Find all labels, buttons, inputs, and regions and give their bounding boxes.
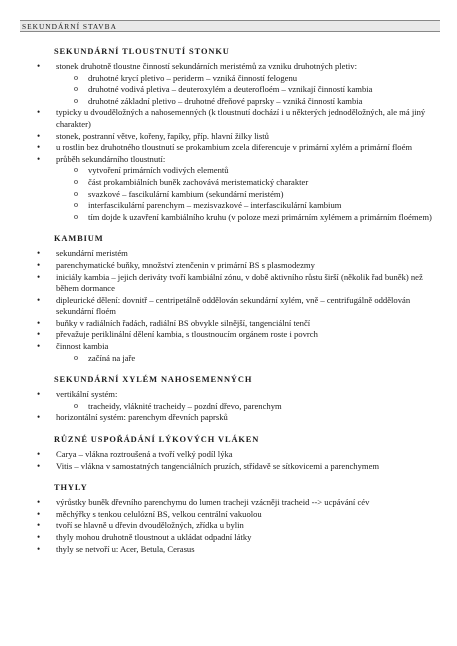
document-body <box>20 46 445 565</box>
list-item-text: stonek, postranní větve, kořeny, řapíky, příp. hlavní žilky listů <box>56 130 269 141</box>
sub-list-item: o vytvoření primárních vodivých elementů <box>56 165 445 177</box>
list-item <box>20 61 445 107</box>
section <box>20 482 445 555</box>
list-item <box>20 509 445 521</box>
list-item-text: typicky u dvouděložných a nahosemenných (k tloustnutí dochází i u některých jednoděložných, ale má jiný charakter) <box>56 107 426 129</box>
bullet-list <box>20 497 445 555</box>
section <box>20 233 445 364</box>
list-item-text: iniciály kambia – jejich deriváty tvoří kambiální zónu, v době aktivního růstu širší (několik řad buněk) než během dormance <box>56 271 423 294</box>
bullet-list <box>20 61 445 223</box>
list-item <box>20 449 445 461</box>
list-item-text: dipleurické dělení: dovnitř – centripetálně oddělován sekundární xylém, vně – centrifugálně oddělován sekundární floém <box>56 294 411 317</box>
list-item <box>20 544 445 556</box>
list-item <box>20 248 445 260</box>
sub-list-item: o tracheidy, vláknité tracheidy – pozdní dřevo, parenchym <box>56 401 445 413</box>
sub-list-item: o svazkové – fascikulární kambium (sekundární meristém) <box>56 189 445 201</box>
list-item <box>20 329 445 341</box>
sub-list-item: o druhotné vodivá pletiva – deuteroxylém a deuterofloém – vznikají činností kambia <box>56 84 445 96</box>
sub-list-item: o druhotné základní pletivo – druhotné dřeňové paprsky – vzniká činností kambia <box>56 96 445 108</box>
page-header: SEKUNDÁRNÍ STAVBA <box>20 20 440 32</box>
list-item-text: vertikální systém: <box>56 389 118 400</box>
list-item <box>20 341 445 364</box>
bullet-list <box>20 248 445 364</box>
bullet-list <box>20 449 445 472</box>
section-title: SEKUNDÁRNÍ XYLÉM NAHOSEMENNÝCH <box>54 375 253 385</box>
list-item-text: u rostlin bez druhotného tloustnutí se prokambium zcela diferencuje v primární xylém a primární floém <box>56 142 413 153</box>
list-item <box>20 142 445 154</box>
section <box>20 46 445 223</box>
list-item <box>20 461 445 473</box>
list-item-text: měchýřky s tenkou celulózní BS, velkou centrální vakuolou <box>56 508 262 519</box>
section-title: RŮZNÉ USPOŘÁDÁNÍ LÝKOVÝCH VLÁKEN <box>54 435 260 445</box>
list-item <box>20 107 445 130</box>
list-item-text: horizontální systém: parenchym dřevních paprsků <box>56 412 228 423</box>
sub-list-item: o interfascikulární parenchym – mezisvazkové – interfascikulární kambium <box>56 200 445 212</box>
section-title: KAMBIUM <box>54 234 104 244</box>
section <box>20 374 445 424</box>
sub-list <box>56 353 445 365</box>
list-item-text: převažuje periklinální dělení kambia, s tloustnoucím orgánem roste i povrch <box>56 329 318 340</box>
list-item-text: thyly se netvoří u: Acer, Betula, Cerasus <box>56 543 195 554</box>
section-title: THYLY <box>54 483 88 493</box>
section <box>20 434 445 472</box>
sub-list-item: o druhotné krycí pletivo – periderm – vzniká činností felogenu <box>56 73 445 85</box>
sub-list-item: o začíná na jaře <box>56 353 445 365</box>
list-item <box>20 295 445 318</box>
bullet-list <box>20 389 445 424</box>
list-item <box>20 154 445 224</box>
list-item-text: průběh sekundárního tloustnutí: <box>56 153 166 164</box>
list-item <box>20 532 445 544</box>
list-item-text: činnost kambia <box>56 341 109 352</box>
list-item <box>20 389 445 412</box>
list-item-text: thyly mohou druhotně tloustnout a ukládat odpadní látky <box>56 532 252 542</box>
list-item <box>20 520 445 532</box>
sub-list <box>56 401 445 413</box>
list-item <box>20 497 445 509</box>
list-item-text: výrůstky buněk dřevního parenchymu do lumen tracheji vzácněji tracheid --> ucpávání cév <box>56 497 370 508</box>
list-item-text: sekundární meristém <box>56 248 128 259</box>
section-title: SEKUNDÁRNÍ TLOUSTNUTÍ STONKU <box>54 47 230 56</box>
sub-list-item: o část prokambiálních buněk zachovává meristematický charakter <box>56 177 445 189</box>
list-item <box>20 260 445 272</box>
list-item <box>20 412 445 424</box>
list-item-text: tvoří se hlavně u dřevin dvouděložných, zřídka u bylin <box>56 520 244 531</box>
list-item-text: Vitis – vlákna v samostatných tangenciálních pruzích, střídavě se sítkovicemi a parenchymem <box>56 460 380 471</box>
list-item-text: parenchymatické buňky, množství ztenčenin v primární BS s plasmodezmy <box>56 259 315 270</box>
sub-list <box>56 165 445 223</box>
sub-list <box>56 73 445 108</box>
list-item <box>20 318 445 330</box>
list-item-text: stonek druhotně tloustne činností sekundárních meristémů za vzniku druhotných pletiv: <box>56 61 357 71</box>
sub-list-item: o tím dojde k uzavření kambiálního kruhu (v poloze mezi primárním xylémem a primárním floémem) <box>56 212 445 224</box>
list-item-text: buňky v radiálních řadách, radiální BS obvykle silnější, tangenciální tenčí <box>56 317 311 328</box>
list-item-text: Carya – vlákna roztroušená a tvoří velký podíl lýka <box>56 449 233 460</box>
list-item <box>20 131 445 143</box>
list-item <box>20 272 445 295</box>
